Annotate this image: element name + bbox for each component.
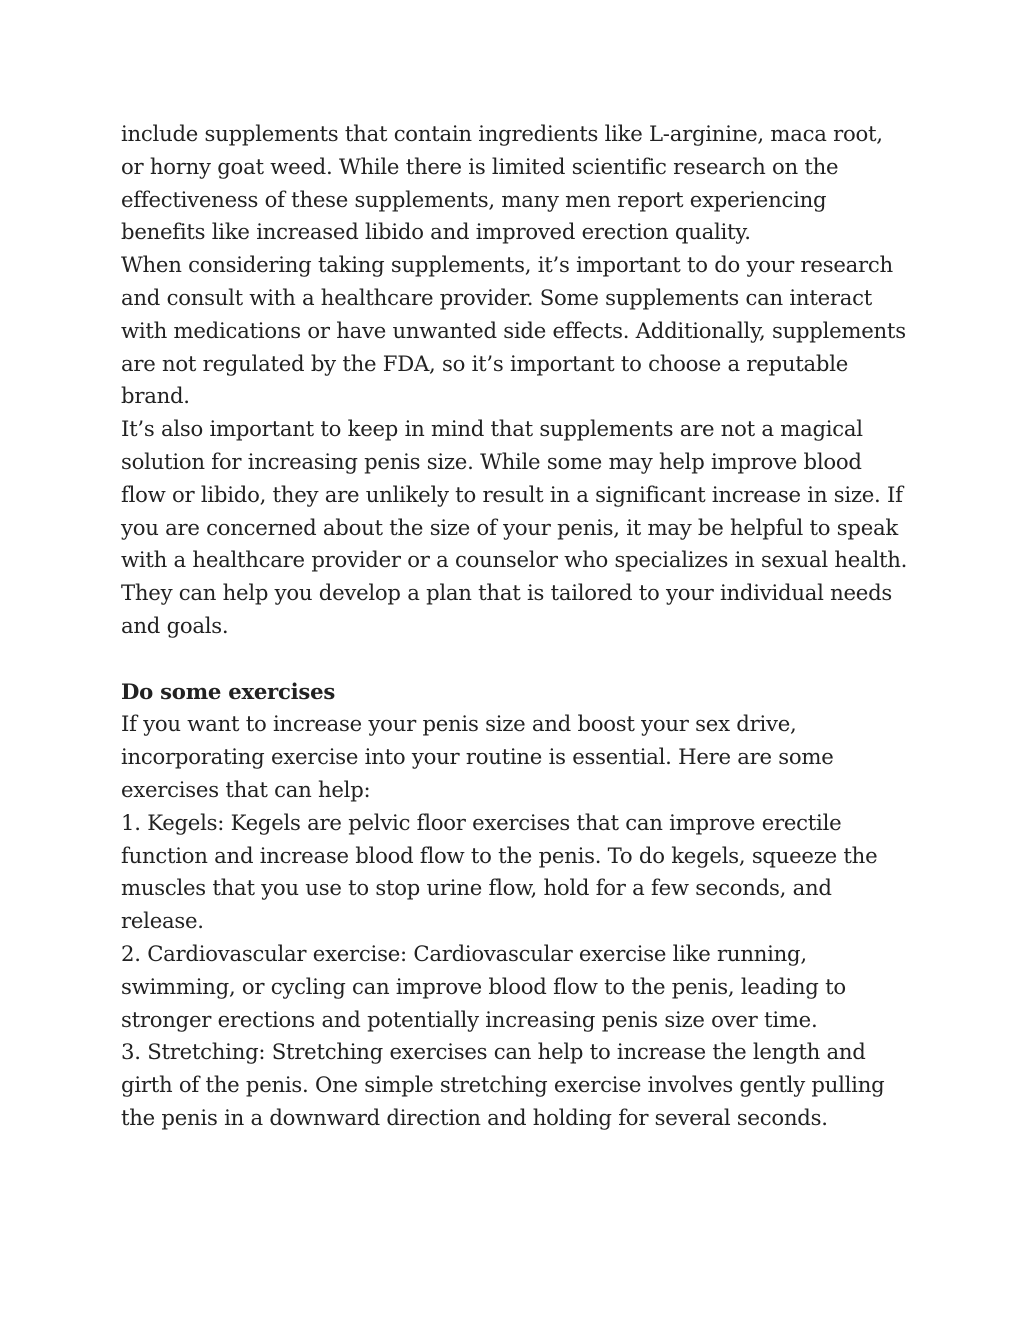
paragraph: It’s also important to keep in mind that supplements are not a magical solution for increasing penis size. While some may help improve blood flow or libido, they are unlikely to result in a significant increase in size. If you are concerned about the size of your penis, it may be helpful to speak with a healthcare provider or a counselor who specializes in sexual health. They can help you develop a plan that is tailored to your individual needs and goals. bbox=[121, 416, 908, 638]
section-heading: Do some exercises bbox=[121, 678, 336, 704]
list-item: 3. Stretching: Stretching exercises can help to increase the length and girth of the penis. One simple stretching exercise involves gently pulling the penis in a downward direction and holding for several seconds. bbox=[121, 1039, 885, 1130]
list-item: 2. Cardiovascular exercise: Cardiovascular exercise like running, swimming, or cycling can improve blood flow to the penis, leading to stronger erections and potentially increasing penis size over time. bbox=[121, 940, 846, 1032]
paragraph: include supplements that contain ingredients like L-arginine, maca root, or horny goat weed. While there is limited scientific research on the effectiveness of these supplements, many men report experiencing benefits like increased libido and improved erection quality. bbox=[121, 121, 883, 245]
section-intro: If you want to increase your penis size and boost your sex drive, incorporating exercise into your routine is essential. Here are some exercises that can help: bbox=[121, 711, 834, 802]
document-body bbox=[121, 118, 911, 1135]
paragraph-spacer bbox=[121, 643, 911, 676]
list-item: 1. Kegels: Kegels are pelvic floor exercises that can improve erectile function and increase blood flow to the penis. To do kegels, squeeze the muscles that you use to stop urine flow, hold for a few seconds, and release. bbox=[121, 809, 878, 934]
paragraph: When considering taking supplements, it’s important to do your research and consult with a healthcare provider. Some supplements can interact with medications or have unwanted side effects. Additionally, supplements are not regulated by the FDA, so it’s important to choose a reputable brand. bbox=[121, 252, 906, 409]
